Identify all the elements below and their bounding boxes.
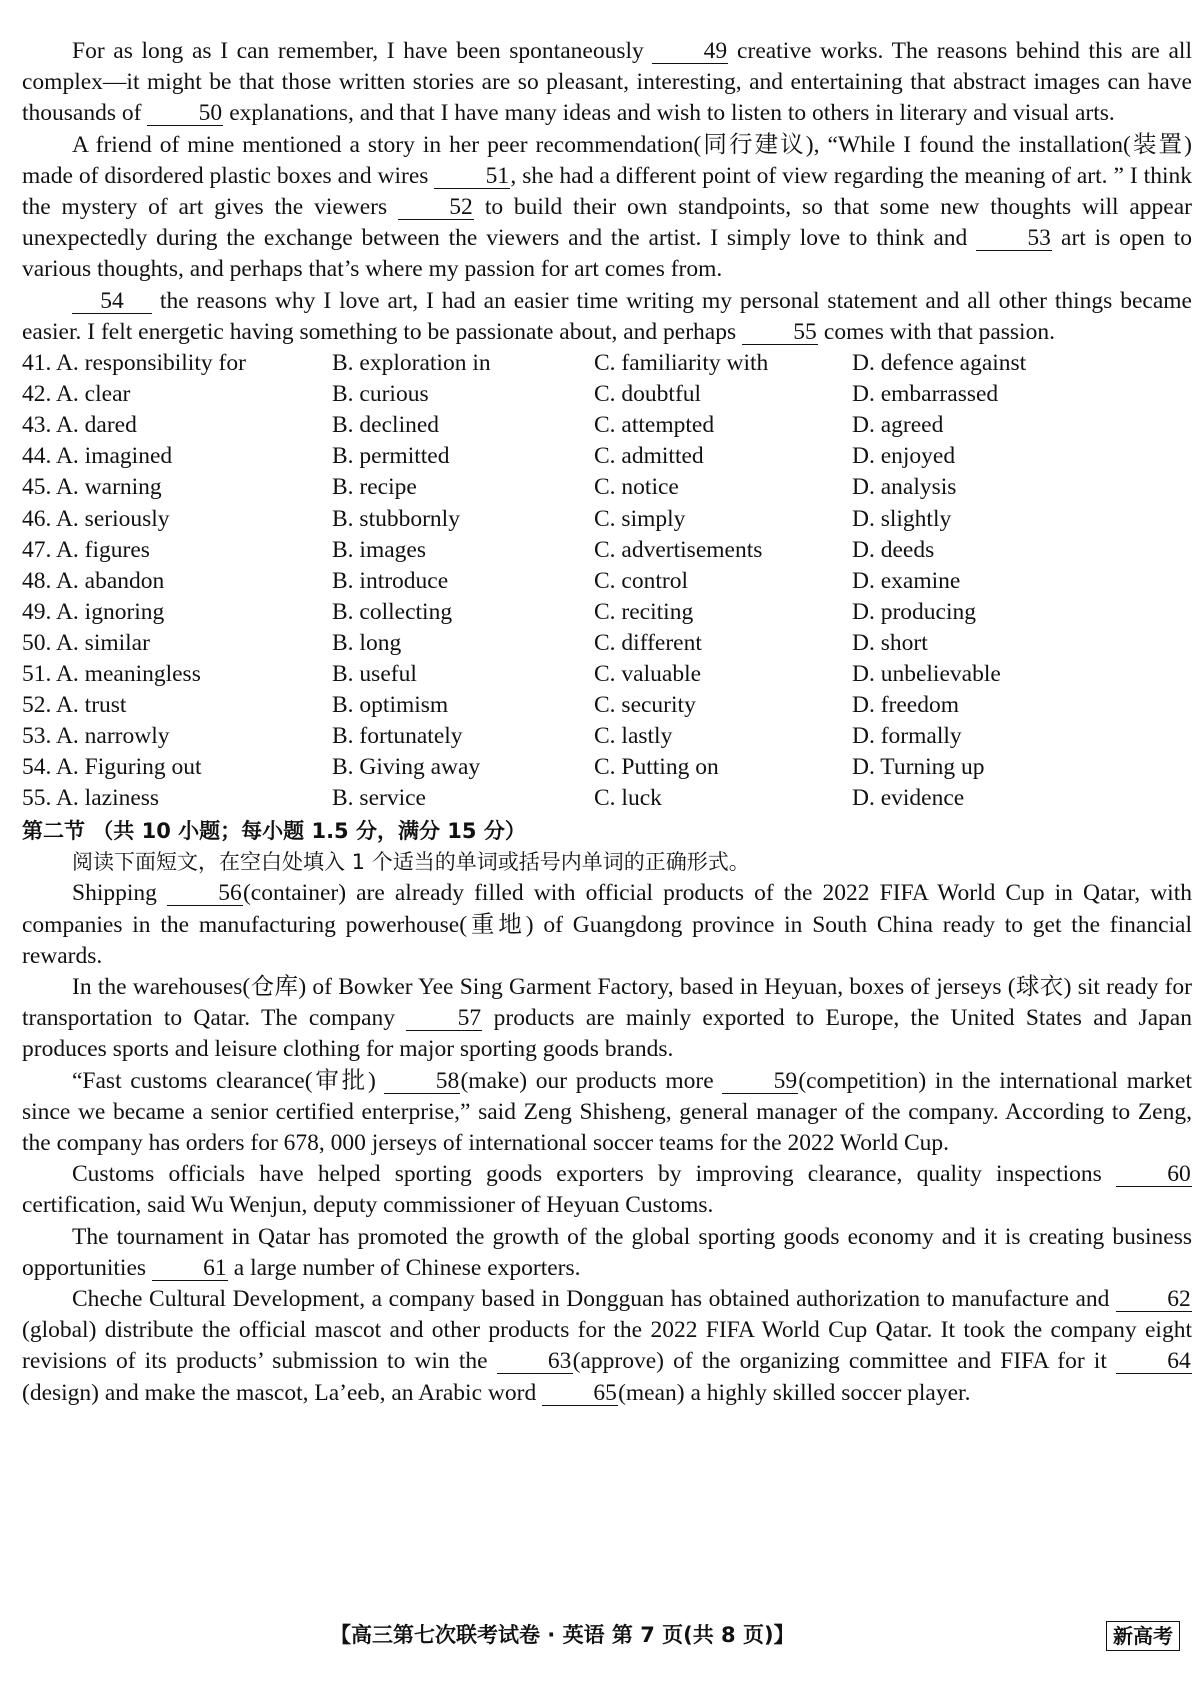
answer-blank: 60: [1116, 1162, 1192, 1187]
option-d: D. Turning up: [852, 754, 985, 781]
text-run: (competition) in the international market since we became a senior certified enterprise,” said Zeng Shisheng, general manager of the company. According to Zeng, the company has orders for 678, 000 jerseys of international soccer teams for the 2022 World Cup.: [22, 1067, 1192, 1157]
option-a: 49. A. ignoring: [22, 598, 165, 625]
option-row: [22, 783, 1192, 814]
option-row: [22, 504, 1192, 535]
exam-type-badge: 新高考: [1106, 1621, 1180, 1651]
text-run: comes with that passion.: [818, 318, 1055, 345]
option-d: D. slightly: [852, 505, 952, 532]
option-c: C. Putting on: [594, 754, 719, 781]
text-run: (design) and make the mascot, La’eeb, an Arabic word: [22, 1379, 543, 1406]
answer-blank: 53: [976, 226, 1052, 251]
option-d: D. enjoyed: [852, 443, 956, 470]
option-c: C. advertisements: [594, 536, 763, 563]
answer-blank: 55: [742, 320, 818, 345]
option-b: B. introduce: [332, 567, 449, 594]
option-a: 55. A. laziness: [22, 785, 160, 812]
text-run: the reasons why I love art, I had an easier time writing my personal statement and all other things became easier. I felt energetic having something to be passionate about, and perhaps: [22, 287, 1192, 345]
option-d: D. deeds: [852, 536, 935, 563]
option-c: C. attempted: [594, 412, 715, 439]
passage-paragraph: [22, 1159, 1192, 1221]
passage-paragraph: [22, 1284, 1192, 1409]
passage-paragraph: [22, 972, 1192, 1066]
option-row: [22, 379, 1192, 410]
option-d: D. short: [852, 629, 928, 656]
option-c: C. different: [594, 629, 702, 656]
option-b: B. long: [332, 629, 402, 656]
text-run: art is open to various thoughts, and perhaps that’s where my passion for art comes from.: [22, 225, 1193, 283]
option-b: B. fortunately: [332, 723, 463, 750]
option-c: C. notice: [594, 474, 679, 501]
option-b: B. curious: [332, 381, 429, 408]
text-run: , she had a different point of view regarding the meaning of art. ” I think the mystery of art gives the viewers: [22, 162, 1192, 221]
passage-paragraph: [22, 1222, 1192, 1284]
option-a: 42. A. clear: [22, 381, 131, 408]
option-d: D. formally: [852, 723, 962, 750]
answer-blank: 49: [652, 39, 728, 64]
answer-blank: 65: [542, 1381, 618, 1406]
answer-blank: 50: [147, 101, 223, 126]
option-row: [22, 721, 1192, 752]
text-run: to build their own standpoints, so that some new thoughts will appear unexpectedly during the exchange between the viewers and the artist. I simply love to think and: [22, 194, 1192, 252]
passage-paragraph: [22, 286, 1192, 348]
option-c: C. simply: [594, 505, 686, 532]
option-a: 47. A. figures: [22, 536, 150, 563]
passage-paragraph: [22, 1066, 1192, 1160]
option-a: 53. A. narrowly: [22, 723, 170, 750]
text-run: The tournament in Qatar has promoted the growth of the global sporting goods economy and it is creating business opportunities: [22, 1223, 1192, 1281]
option-a: 43. A. dared: [22, 412, 137, 439]
answer-blank: 57: [406, 1006, 482, 1031]
answer-blank: 54: [72, 289, 152, 314]
text-run: A friend of mine mentioned a story in her peer recommendation(同行建议), “While I found the installation(装置) made of disordered plastic boxes and wires: [22, 131, 1192, 189]
section-title: 第二节 （共 10 小题；每小题 1.5 分，满分 15 分）: [22, 819, 526, 844]
option-row: [22, 628, 1192, 659]
option-d: D. freedom: [852, 692, 960, 719]
option-a: 52. A. trust: [22, 692, 127, 719]
option-a: 41. A. responsibility for: [22, 350, 246, 377]
text-run: Shipping: [72, 880, 167, 907]
text-run: Customs officials have helped sporting goods exporters by improving clearance, quality inspections: [72, 1161, 1116, 1188]
option-b: B. stubbornly: [332, 505, 460, 532]
answer-blank: 63: [497, 1349, 573, 1374]
text-run: (make) our products more: [460, 1067, 723, 1094]
option-row: [22, 566, 1192, 597]
answer-blank: 64: [1116, 1349, 1192, 1374]
text-run: Cheche Cultural Development, a company based in Dongguan has obtained authorization to manufacture and: [72, 1286, 1116, 1313]
option-a: 44. A. imagined: [22, 443, 173, 470]
answer-blank: 51: [434, 164, 510, 189]
option-row: [22, 410, 1192, 441]
option-c: C. control: [594, 567, 688, 594]
option-d: D. evidence: [852, 785, 965, 812]
text-run: (container) are already filled with official products of the 2022 FIFA World Cup in Qatar, with companies in the manufacturing powerhouse(重地) of Guangdong province in South China ready to get the financial rewards.: [22, 880, 1192, 969]
option-c: C. admitted: [594, 443, 704, 470]
text-run: explanations, and that I have many ideas and wish to listen to others in literary and visual arts.: [223, 100, 1115, 127]
option-b: B. exploration in: [332, 350, 491, 377]
option-d: D. examine: [852, 567, 961, 594]
text-run: certification, said Wu Wenjun, deputy commissioner of Heyuan Customs.: [22, 1192, 714, 1219]
text-run: products are mainly exported to Europe, the United States and Japan produces sports and leisure clothing for major sporting goods brands.: [22, 1005, 1192, 1063]
option-row: [22, 752, 1192, 783]
text-run: (global) distribute the official mascot and other products for the 2022 FIFA World Cup Qatar. It took the company eight revisions of its products’ submission to win the: [22, 1317, 1192, 1375]
option-b: B. useful: [332, 660, 417, 687]
option-row: [22, 472, 1192, 503]
option-a: 51. A. meaningless: [22, 660, 201, 687]
text-run: creative works. The reasons behind this are all complex—it might be that those written stories are so pleasant, interesting, and entertaining that abstract images can have thousands of: [22, 38, 1192, 127]
options-list: [22, 348, 1192, 814]
option-a: 50. A. similar: [22, 629, 150, 656]
passage-paragraph: [22, 130, 1192, 286]
option-d: D. analysis: [852, 474, 957, 501]
text-run: (mean) a highly skilled soccer player.: [618, 1379, 971, 1406]
option-c: C. valuable: [594, 660, 702, 687]
answer-blank: 62: [1116, 1287, 1192, 1312]
answer-blank: 52: [398, 195, 474, 220]
option-d: D. unbelievable: [852, 660, 1001, 687]
option-c: C. luck: [594, 785, 662, 812]
answer-blank: 58: [384, 1069, 460, 1094]
option-b: B. service: [332, 785, 426, 812]
option-d: D. agreed: [852, 412, 944, 439]
answer-blank: 61: [152, 1256, 228, 1281]
option-row: [22, 441, 1192, 472]
option-b: B. optimism: [332, 692, 449, 719]
option-a: 46. A. seriously: [22, 505, 170, 532]
exam-page: [22, 36, 1192, 1409]
option-c: C. familiarity with: [594, 350, 769, 377]
passage-paragraph: [22, 36, 1192, 130]
option-b: B. recipe: [332, 474, 417, 501]
footer-page-info: 【高三第七次联考试卷 · 英语 第 7 页(共 8 页)】: [330, 1623, 795, 1647]
option-b: B. declined: [332, 412, 440, 439]
option-row: [22, 690, 1192, 721]
option-b: B. permitted: [332, 443, 450, 470]
option-d: D. embarrassed: [852, 381, 999, 408]
option-c: C. security: [594, 692, 696, 719]
option-row: [22, 535, 1192, 566]
answer-blank: 56: [167, 881, 243, 906]
section-instruction: 阅读下面短文，在空白处填入 1 个适当的单词或括号内单词的正确形式。: [72, 850, 750, 875]
text-run: “Fast customs clearance(审批): [72, 1067, 385, 1094]
text-run: For as long as I can remember, I have been spontaneously: [72, 38, 653, 64]
text-run: In the warehouses(仓库) of Bowker Yee Sing Garment Factory, based in Heyuan, boxes of jerseys (球衣) sit ready for transportation to Qatar. The company: [22, 974, 1192, 1032]
option-b: B. collecting: [332, 598, 453, 625]
option-b: B. images: [332, 536, 426, 563]
option-b: B. Giving away: [332, 754, 481, 781]
option-c: C. reciting: [594, 598, 694, 625]
option-a: 48. A. abandon: [22, 567, 165, 594]
option-d: D. producing: [852, 598, 977, 625]
option-row: [22, 348, 1192, 379]
option-a: 45. A. warning: [22, 474, 162, 501]
option-row: [22, 597, 1192, 628]
option-c: C. lastly: [594, 723, 673, 750]
answer-blank: 59: [722, 1069, 798, 1094]
option-a: 54. A. Figuring out: [22, 754, 202, 781]
text-run: (approve) of the organizing committee and FIFA for it: [572, 1348, 1116, 1375]
text-run: a large number of Chinese exporters.: [227, 1254, 581, 1281]
option-c: C. doubtful: [594, 381, 702, 408]
option-row: [22, 659, 1192, 690]
option-d: D. defence against: [852, 350, 1027, 377]
passage-paragraph: [22, 878, 1192, 972]
page-footer: [0, 1615, 1200, 1655]
